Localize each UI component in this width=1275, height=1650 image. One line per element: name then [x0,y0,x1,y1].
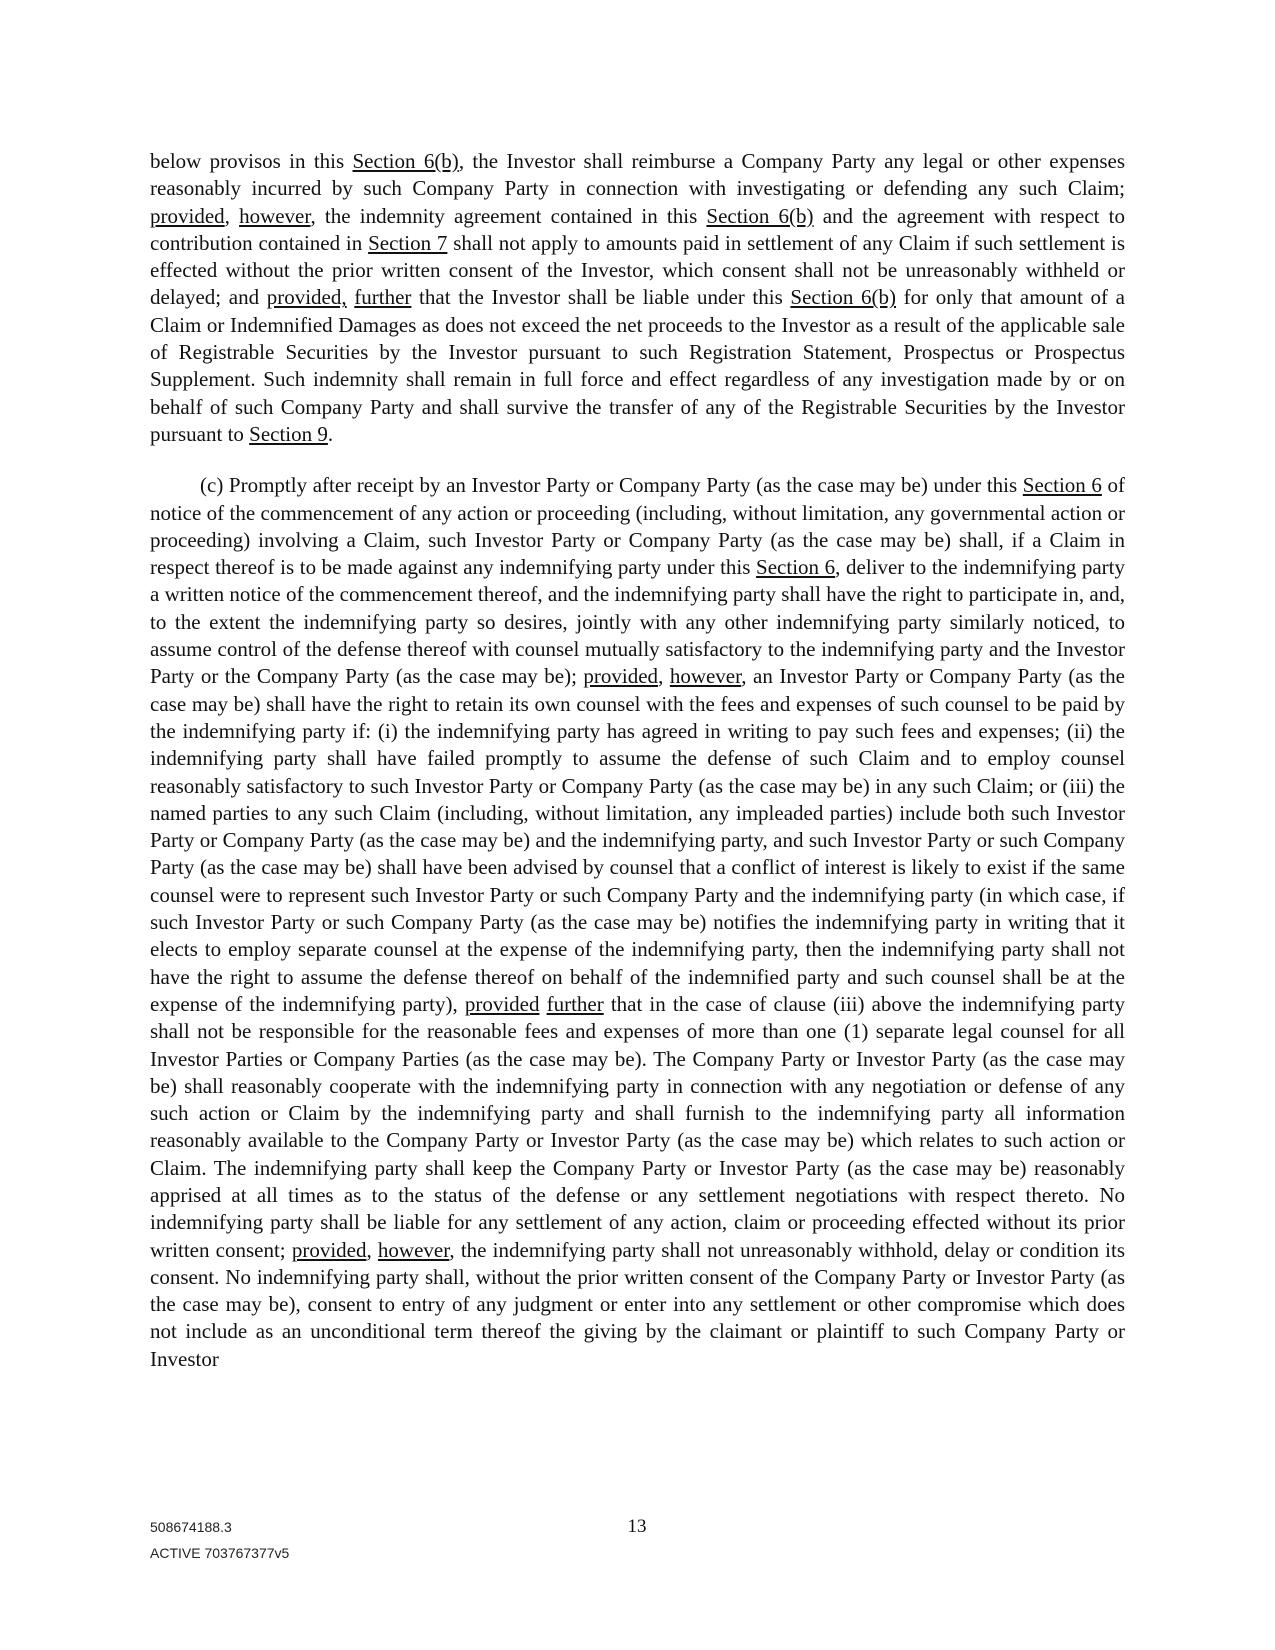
text-run [539,992,546,1016]
paragraph-spacer [150,448,1125,472]
text-run: , an Investor Party or Company Party (as the case may be) shall have the right to retain its own counsel with the fees and expenses of such counsel to be paid by the indemnifying party if: (i) the indemnifying party has agreed in writing to pay such fees and expenses; (ii) the indemnifying party shall have failed promptly to assume the defense of such Claim and to employ counsel reasonably satisfactory to such Investor Party or Company Party (as the case may be) in any such Claim; or (iii) the named parties to any such Claim (including, without limitation, any impleaded parties) include both such Investor Party or Company Party (as the case may be) and the indemnifying party, and such Investor Party or such Company Party (as the case may be) shall have been advised by counsel that a conflict of interest is likely to exist if the same counsel were to represent such Investor Party or such Company Party and the indemnifying party (in which case, if such Investor Party or such Company Party (as the case may be) notifies the indemnifying party in writing that it elects to employ separate counsel at the expense of the indemnifying party, then the indemnifying party shall not have the right to assume the defense thereof on behalf of the indemnified party and such counsel shall be at the expense of the indemnifying party), [150,664,1126,1016]
text-run: , [658,664,670,689]
text-run: that the Investor shall be liable under this [411,285,791,310]
text-run: , the indemnifying party shall not unreasonably withhold, delay or condition its consent. No indemnifying party shall, without the prior written consent of the Company Party or Investor Party (as the case may be), consent to entry of any judgment or enter into any settlement or other compromise which does not include as an unconditional term thereof the giving by the claimant or plaintiff to such Company Party or Investor [150,1237,1126,1371]
paragraph-c [150,472,1125,1373]
section-reference: Section 6(b) [352,149,459,173]
text-run: and the agreement with respect to contribution contained in [150,203,1125,255]
provided-term: provided [464,991,540,1016]
section-reference: Section 6 [1022,473,1102,498]
text-run: for only that amount of a Claim or Indemnified Damages as does not exceed the net proceeds to the Investor as a result of the applicable sale of Registrable Securities by the Investor pursuant to such Registration Statement, Prospectus or Prospectus Supplement. Such indemnity shall remain in full force and effect regardless of any investigation made by or on behalf of such Company Party and shall survive the transfer of any of the Registrable Securities by the Investor pursuant to [150,285,1125,446]
however-term: however [377,1237,450,1262]
footer-identifiers [150,1514,289,1566]
document-body [150,148,1125,1373]
paragraph-b-continued [150,148,1125,448]
however-term: however [669,664,742,689]
text-run: , [366,1237,378,1262]
document-number: 508674188.3 [150,1519,232,1535]
provided-term: provided [291,1237,367,1262]
text-run: that in the case of clause (iii) above the indemnifying party shall not be responsible for the reasonable fees and expenses of more than one (1) separate legal counsel for all Investor Parties or Company Parties (as the case may be). The Company Party or Investor Party (as the case may be) shall reasonably cooperate with the indemnifying party in connection with any negotiation or defense of any such action or Claim by the indemnifying party and shall furnish to the indemnifying party all information reasonably available to the Company Party or Investor Party (as the case may be) which relates to such action or Claim. The indemnifying party shall keep the Company Party or Investor Party (as the case may be) reasonably apprised at all times as to the status of the defense or any settlement negotiations with respect thereto. No indemnifying party shall be liable for any settlement of any action, claim or proceeding effected without its prior written consent; [150,991,1125,1262]
section-reference: Section 6(b) [706,203,814,228]
provided-term: provided [150,203,225,228]
text-run: , the indemnity agreement contained in this [310,203,707,228]
section-reference: Section 9 [249,421,328,446]
text-run: (c) Promptly after receipt by an Investor Party or Company Party (as the case may be) under this [200,473,1023,498]
active-document-id: ACTIVE 703767377v5 [150,1545,290,1561]
page-number: 13 [627,1516,647,1537]
text-run: shall not apply to amounts paid in settlement of any Claim if such settlement is effected without the prior written consent of the Investor, which consent shall not be unreasonably withheld or delayed; and [150,230,1125,310]
further-term: further [546,991,604,1016]
provided-term: provided, [266,285,347,310]
however-term: however [239,203,311,228]
text-run: , deliver to the indemnifying party a written notice of the commencement thereof, and the indemnifying party shall have the right to participate in, and, to the extent the indemnifying party so desires, jointly with any other indemnifying party similarly noticed, to assume control of the defense thereof with counsel mutually satisfactory to the indemnifying party and the Investor Party or the Company Party (as the case may be); [150,555,1125,689]
further-term: further [354,285,412,310]
section-reference: Section 7 [368,230,448,255]
text-run: below provisos in this [150,149,353,173]
section-reference: Section 6 [756,555,836,580]
text-run: of notice of the commencement of any action or proceeding (including, without limitation, any governmental action or proceeding) involving a Claim, such Investor Party or Company Party (as the case may be) shall, if a Claim in respect thereof is to be made against any indemnifying party under this [150,473,1125,580]
section-reference: Section 6(b) [790,285,897,310]
text-run: . [327,421,334,446]
text-run: , the Investor shall reimburse a Company Party any legal or other expenses reasonably incurred by such Company Party in connection with investigating or defending any such Claim; [150,149,1126,201]
provided-term: provided [583,664,659,689]
text-run: , [224,203,240,228]
